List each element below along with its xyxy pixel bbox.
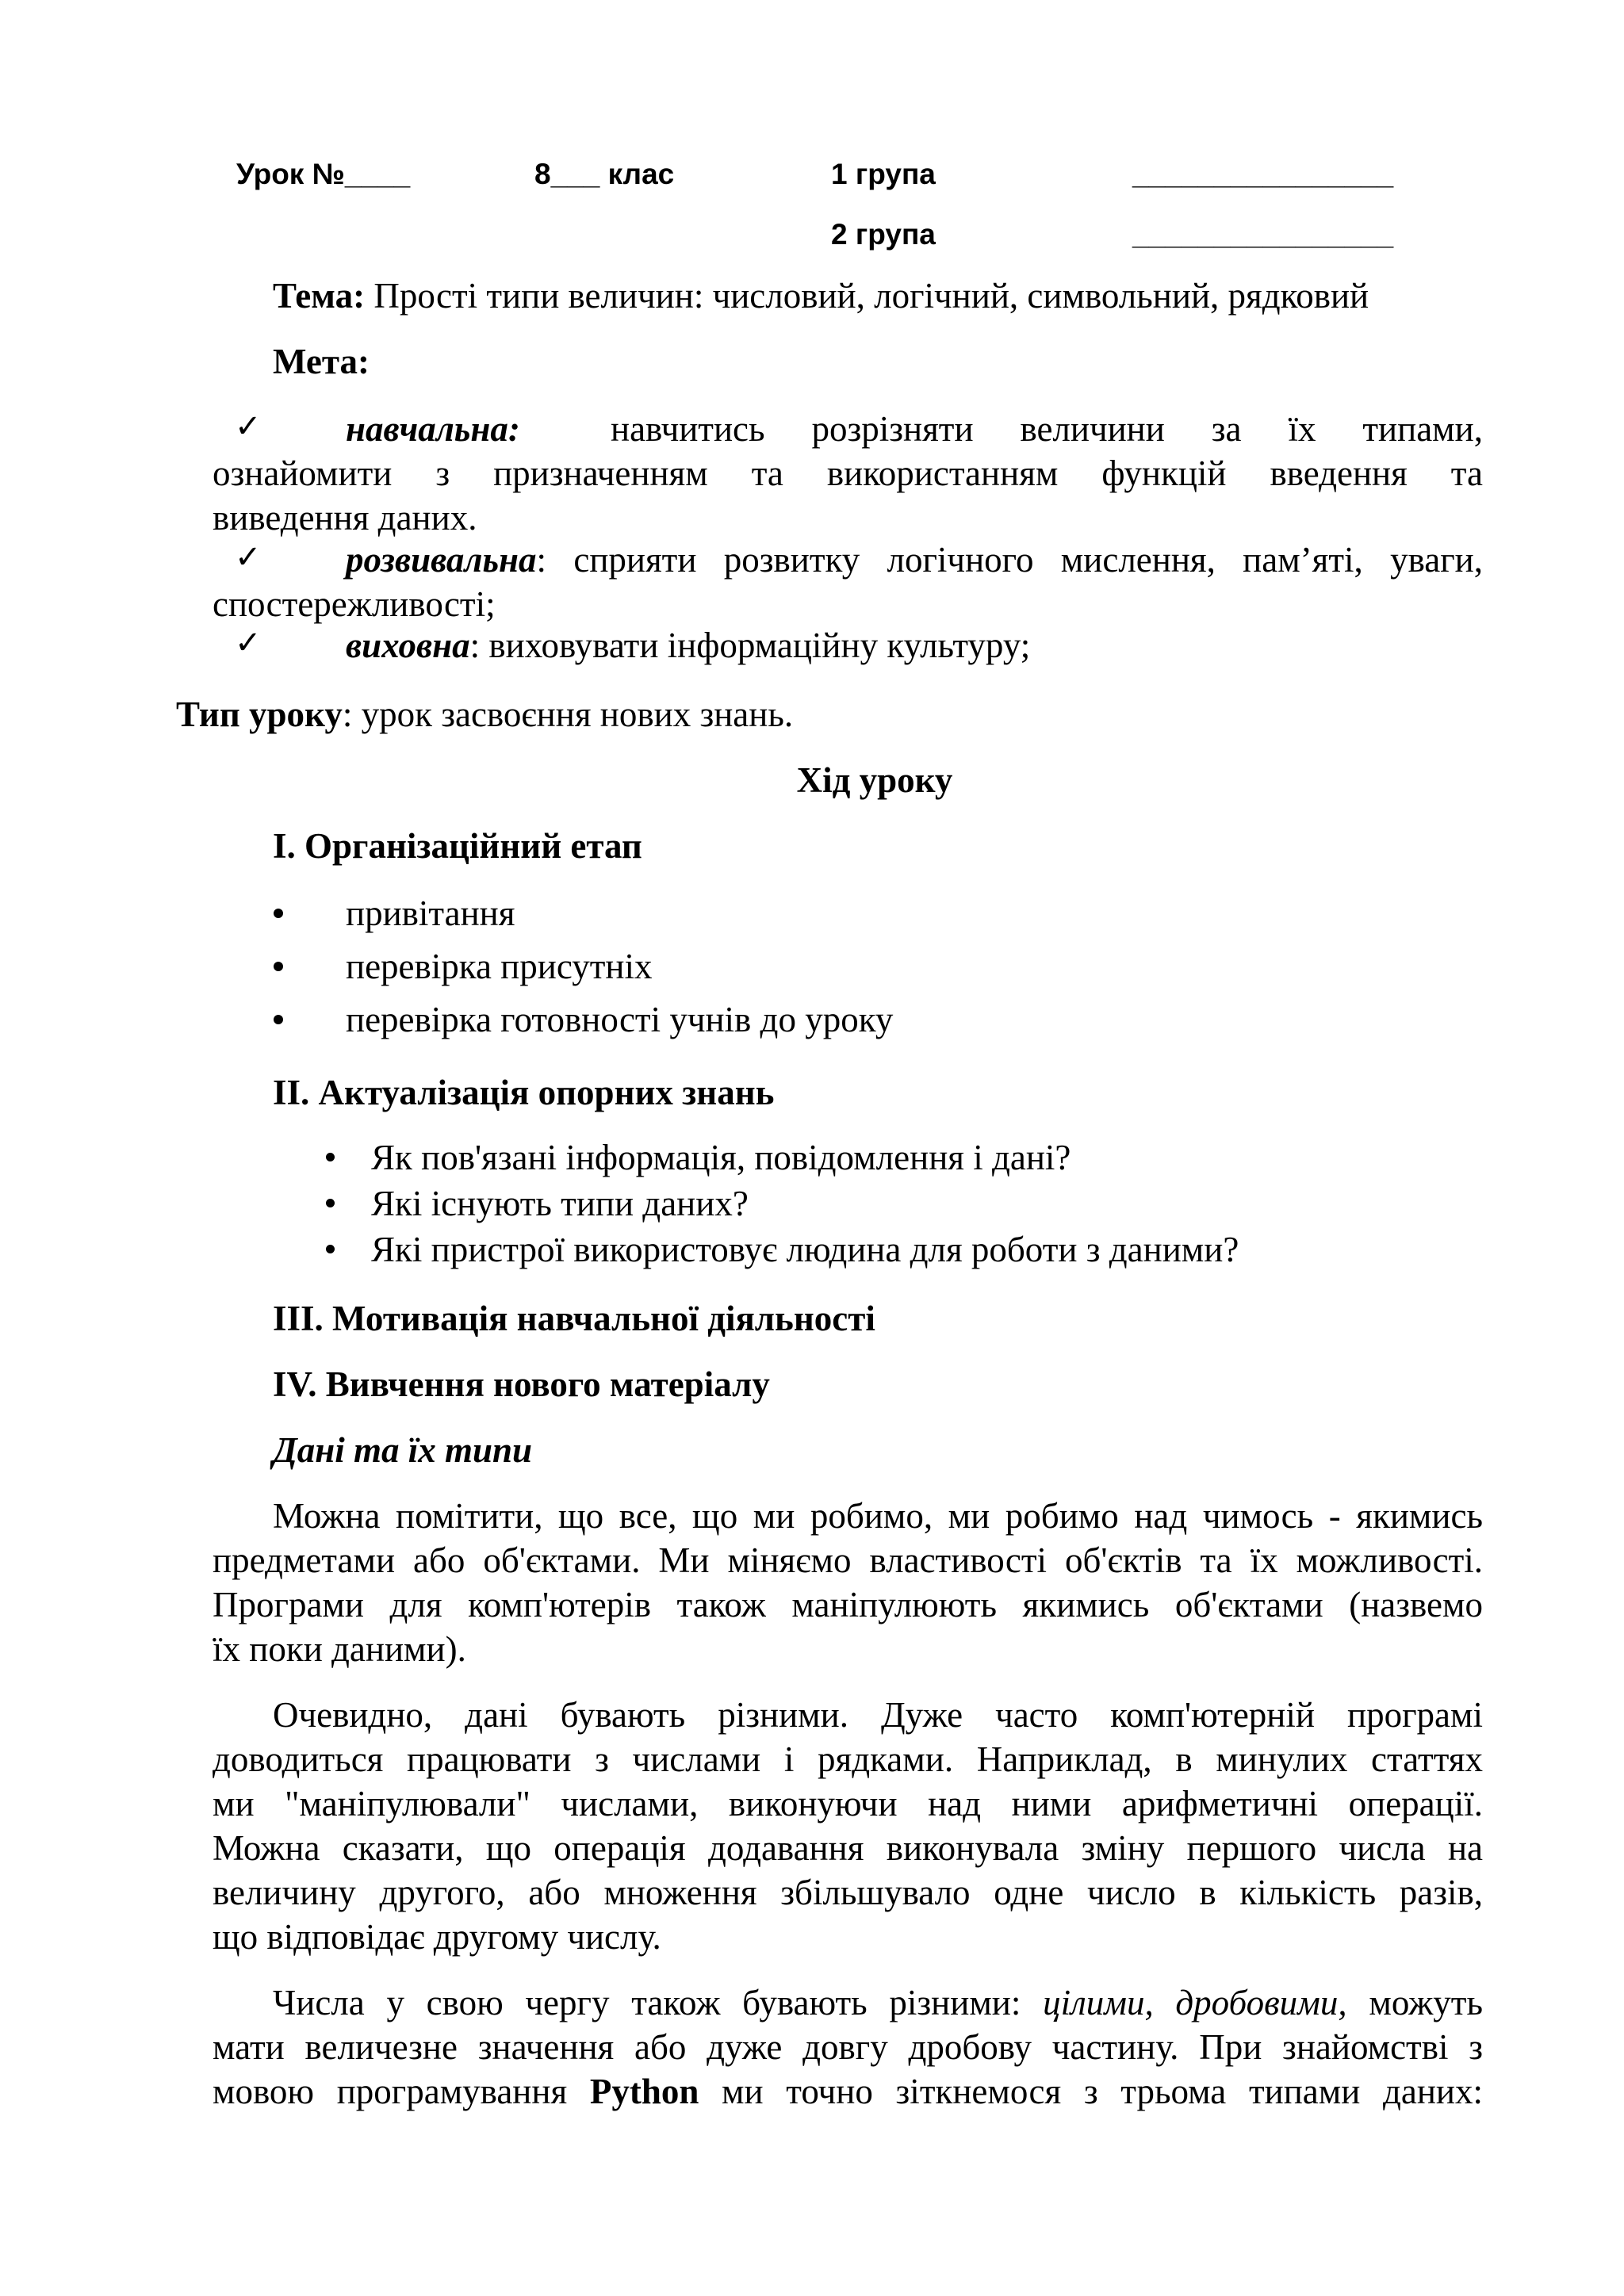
goal-educational-line-1: навчитись розрізняти величини за їх типами, (611, 409, 1483, 449)
paragraph-3-line-2: мати величезне значення або дуже довгу дробову частину. При знайомстві з (213, 2027, 1483, 2067)
stage-2-item-3: Які пристрої використовує людина для роботи з даними? (371, 1230, 1239, 1269)
goal-developmental (346, 538, 1483, 583)
paragraph-2-line-3: ми "маніпулювали" числами, виконуючи над ними арифметичні операції. (213, 1784, 1483, 1823)
group-2-label: 2 група (831, 218, 936, 251)
goal-upbringing-label: виховна (346, 626, 470, 665)
bullet-icon (274, 962, 283, 971)
paragraph-1-line-4: їх поки даними). (213, 1629, 466, 1669)
goal-developmental-line-2: спостережливості; (213, 584, 496, 624)
course-title: Хід уроку (796, 760, 953, 800)
goal-upbringing (346, 623, 1030, 668)
topic-label: Тема: (273, 276, 366, 316)
lesson-number: Урок №____ (236, 158, 411, 190)
stage-1-item-1: привітання (346, 894, 515, 933)
lesson-type-text: : урок засвоєння нових знань. (342, 695, 794, 734)
bullet-icon (326, 1245, 335, 1253)
goal-educational-line-3: виведення даних. (213, 498, 477, 538)
text-run-italic: цілими, дробовими, (1043, 1983, 1347, 2022)
stage-4-title: ІV. Вивчення нового матеріалу (273, 1364, 770, 1404)
stage-3-title: ІІІ. Мотивація навчальної діяльності (273, 1299, 875, 1338)
topic-text: Прості типи величин: числовий, логічний, символьний, рядковий (365, 276, 1369, 316)
stage-1-item-2: перевірка присутніх (346, 947, 653, 986)
bullet-icon (326, 1153, 335, 1161)
goal-developmental-label: розвивальна (346, 540, 537, 580)
stage-1-item-3: перевірка готовності учнів до уроку (346, 1000, 894, 1039)
group-1-blank: ________________ (1132, 158, 1394, 190)
goal-educational-label: навчальна: (346, 409, 520, 449)
paragraph-2-line-1: Очевидно, дані бувають різними. Дуже часто комп'ютерній програмі (273, 1695, 1483, 1735)
bullet-icon (274, 909, 283, 918)
goal-developmental-text: : сприяти розвитку логічного мислення, пам’яті, уваги, (536, 540, 1483, 580)
bullet-icon (326, 1199, 335, 1207)
bullet-icon (274, 1015, 283, 1024)
topic (273, 274, 1369, 318)
text-run: мовою програмування (213, 2072, 590, 2111)
checkmark-icon: ✓ (235, 625, 262, 661)
text-run: Числа у свою чергу також бувають різними: (273, 1983, 1044, 2022)
text-run-bold: Python (589, 2072, 699, 2111)
stage-2-item-1: Як пов'язані інформація, повідомлення і дані? (371, 1138, 1071, 1177)
grade: 8___ клас (534, 158, 675, 190)
paragraph-3-line-1 (273, 1980, 1483, 2026)
paragraph-2-line-6: що відповідає другому числу. (213, 1917, 661, 1957)
section-subtitle: Дані та їх типи (273, 1430, 533, 1470)
stage-1-title: І. Організаційний етап (273, 826, 642, 866)
stage-2-item-2: Які існують типи даних? (371, 1184, 749, 1223)
text-run: ми точно зіткнемося з трьома типами даних: (699, 2072, 1483, 2111)
stage-2-title: ІІ. Актуалізація опорних знань (273, 1073, 775, 1112)
paragraph-1-line-1: Можна помітити, що все, що ми робимо, ми робимо над чимось - якимись (273, 1496, 1483, 1536)
lesson-type-label: Тип уроку (176, 695, 343, 734)
text-run: можуть (1346, 1983, 1483, 2022)
paragraph-2-line-2: доводиться працювати з числами і рядками. Наприклад, в минулих статтях (213, 1739, 1483, 1779)
paragraph-3-line-3 (213, 2069, 1483, 2114)
paragraph-2-line-5: величину другого, або множення збільшувало одне число в кількість разів, (213, 1873, 1483, 1912)
lesson-type (176, 692, 793, 737)
checkmark-icon: ✓ (235, 539, 262, 576)
paragraph-2-line-4: Можна сказати, що операція додавання виконувала зміну першого числа на (213, 1828, 1483, 1868)
goal-upbringing-text: : виховувати інформаційну культуру; (469, 626, 1031, 665)
paragraph-1-line-3: Програми для комп'ютерів також маніпулюють якимись об'єктами (назвемо (213, 1585, 1483, 1624)
checkmark-icon: ✓ (235, 408, 262, 445)
group-1-label: 1 група (831, 158, 936, 190)
paragraph-1-line-2: предметами або об'єктами. Ми міняємо властивості об'єктів та їх можливості. (213, 1540, 1483, 1580)
goal-educational-line-2: ознайомити з призначенням та використанням функцій введення та (213, 453, 1483, 493)
goal-label: Мета: (273, 342, 370, 381)
group-2-blank: ________________ (1132, 218, 1394, 251)
